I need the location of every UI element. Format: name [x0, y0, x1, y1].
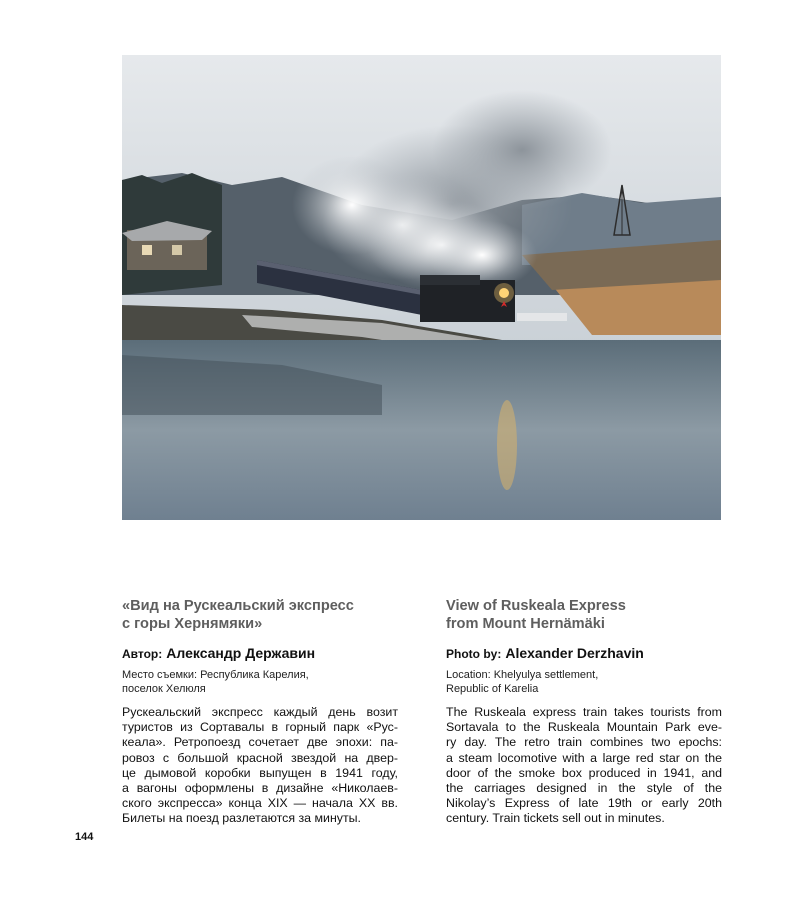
description-ru-line: це дымовой коробки выпущен в 1941 году,	[122, 765, 398, 780]
author-name-en: Alexander Derzhavin	[505, 645, 644, 661]
description-ru-line: Билеты на поезд разлетаются за минуты.	[122, 811, 362, 826]
description-en-line: the carriages designed in the style of the	[446, 781, 722, 796]
location-en-line: Location: Khelyulya settlement,	[446, 669, 599, 681]
description-en-line: ry day. The retro train combines two epochs:	[446, 735, 722, 750]
caption-title-en-line: from Mount Hernämäki	[446, 616, 605, 632]
author-name-ru: Александр Державин	[166, 645, 316, 661]
description-en-line: Sortavala to the Ruskeala Mountain Park eve-	[446, 720, 722, 735]
caption-title-ru	[122, 597, 398, 633]
description-en-line: door of the smoke box produced in 1941, and	[446, 765, 722, 780]
location-ru	[122, 669, 309, 696]
page-number: 144	[75, 831, 94, 843]
description-en	[446, 705, 722, 827]
author-label-en: Photo by:	[446, 647, 502, 661]
description-ru-line: кеала». Ретропоезд сочетает две эпохи: па-	[122, 735, 398, 750]
description-en-line: a steam locomotive with a large red star on the	[446, 750, 722, 765]
description-en-line: Nikolay’s Express of late 19th or early 20th	[446, 796, 722, 811]
description-ru-line: ровоз с большой красной звездой на двер-	[122, 750, 398, 765]
caption-title-ru-line: «Вид на Рускеальский экспресс	[122, 598, 354, 614]
author-label-ru: Автор:	[122, 647, 163, 661]
russian-caption-column	[122, 597, 398, 826]
location-en	[446, 669, 598, 696]
description-ru-line: ского экспресса» конца XIX — начала XX вв.	[122, 796, 398, 811]
description-ru-line: туристов из Сортавалы в горный парк «Рус-	[122, 720, 398, 735]
location-en-line: Republic of Karelia	[446, 682, 539, 695]
photo-illustration	[122, 55, 721, 520]
caption-title-en	[446, 597, 722, 633]
description-ru-line: Рускеальский экспресс каждый день возит	[122, 705, 398, 719]
author-line-ru	[122, 645, 315, 662]
caption-title-ru-line: с горы Хернямяки»	[122, 616, 263, 632]
description-ru	[122, 705, 398, 827]
caption-title-en-line: View of Ruskeala Express	[446, 598, 626, 614]
train-photo	[122, 55, 721, 520]
author-line-en	[446, 645, 644, 662]
description-en-line: century. Train tickets sell out in minutes.	[446, 811, 665, 826]
english-caption-column	[446, 597, 722, 826]
description-ru-line: а вагоны оформлены в дизайне «Николаев-	[122, 781, 398, 796]
location-ru-line: поселок Хелюля	[122, 682, 206, 695]
location-ru-line: Место съемки: Республика Карелия,	[122, 669, 309, 681]
description-en-line: The Ruskeala express train takes tourists from	[446, 705, 722, 719]
